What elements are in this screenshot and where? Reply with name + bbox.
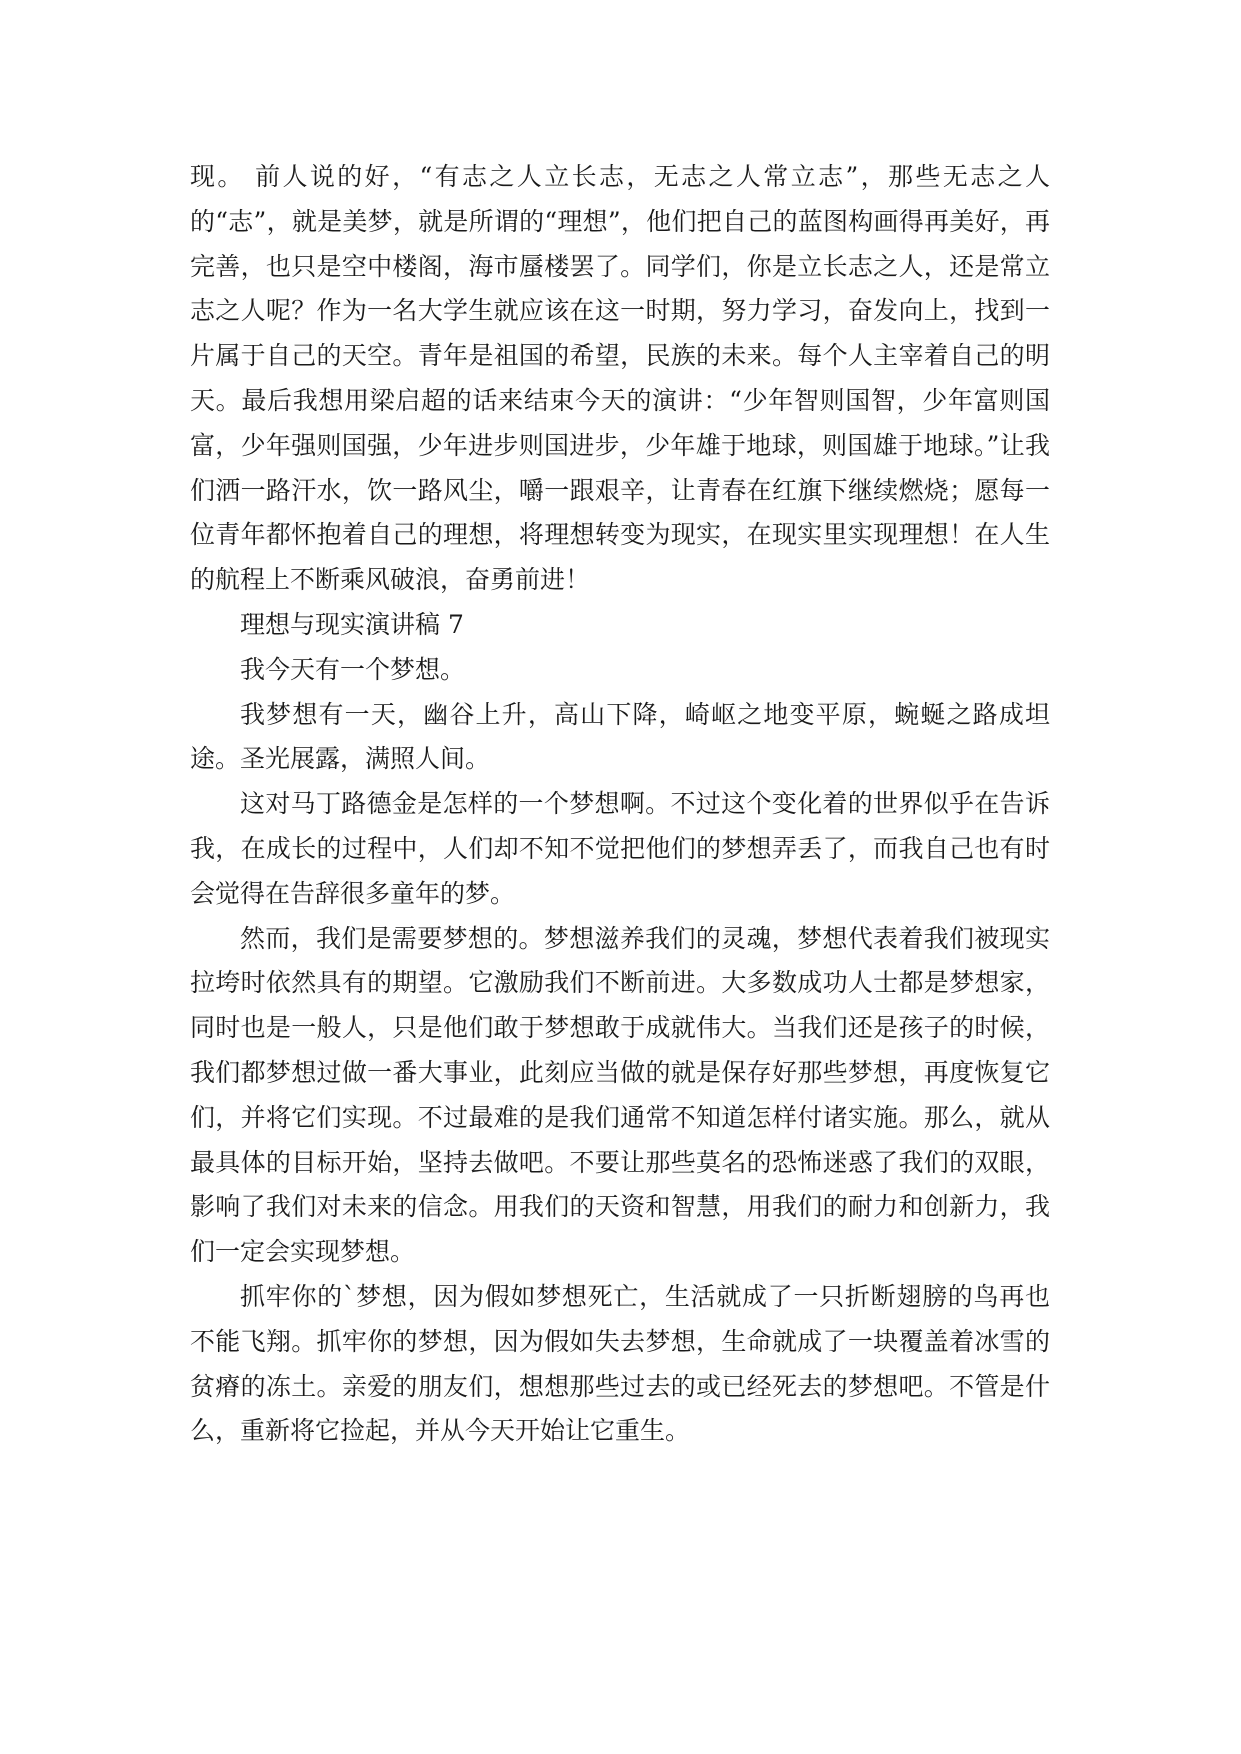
paragraph-dream-intro: 我今天有一个梦想。 <box>240 654 466 684</box>
paragraph-mlk: 这对马丁路德金是怎样的一个梦想啊。不过这个变化着的世界似乎在告诉我，在成长的过程中，人们却不知不觉把他们的梦想弄丢了，而我自己也有时会觉得在告辞很多童年的梦。 <box>190 789 1050 908</box>
paragraph-dream-valleys: 我梦想有一天，幽谷上升，高山下降，崎岖之地变平原，蜿蜒之路成坦途。圣光展露，满照人间。 <box>190 699 1050 774</box>
section-heading: 理想与现实演讲稿 7 <box>240 609 464 639</box>
paragraph-hold-dreams: 抓牢你的`梦想，因为假如梦想死亡，生活就成了一只折断翅膀的鸟再也不能飞翔。抓牢你的梦想，因为假如失去梦想，生命就成了一块覆盖着冰雪的贫瘠的冻土。亲爱的朋友们，想想那些过去的或已经死去的梦想吧。不管是什么，重新将它捡起，并从今天开始让它重生。 <box>190 1281 1050 1446</box>
document-body <box>190 155 1050 1454</box>
paragraph-speech-ending: 现。 前人说的好，“有志之人立长志，无志之人常立志”，那些无志之人的“志”，就是美梦，就是所谓的“理想”，他们把自己的蓝图构画得再美好，再完善，也只是空中楼阁，海市蜃楼罢了。同学们，你是立长志之人，还是常立志之人呢？作为一名大学生就应该在这一时期，努力学习，奋发向上，找到一片属于自己的天空。青年是祖国的希望，民族的未来。每个人主宰着自己的明天。最后我想用梁启超的话来结束今天的演讲：“少年智则国智，少年富则国富，少年强则国强，少年进步则国进步，少年雄于地球，则国雄于地球。”让我们洒一路汗水，饮一路风尘，嚼一跟艰辛，让青春在红旗下继续燃烧；愿每一位青年都怀抱着自己的理想，将理想转变为现实，在现实里实现理想！在人生的航程上不断乘风破浪，奋勇前进！ <box>190 162 1050 595</box>
paragraph-need-dreams: 然而，我们是需要梦想的。梦想滋养我们的灵魂，梦想代表着我们被现实拉垮时依然具有的期望。它激励我们不断前进。大多数成功人士都是梦想家，同时也是一般人，只是他们敢于梦想敢于成就伟大。当我们还是孩子的时候，我们都梦想过做一番大事业，此刻应当做的就是保存好那些梦想，再度恢复它们，并将它们实现。不过最难的是我们通常不知道怎样付诸实施。那么，就从最具体的目标开始，坚持去做吧。不要让那些莫名的恐怖迷惑了我们的双眼，影响了我们对未来的信念。用我们的天资和智慧，用我们的耐力和创新力，我们一定会实现梦想。 <box>190 923 1050 1267</box>
